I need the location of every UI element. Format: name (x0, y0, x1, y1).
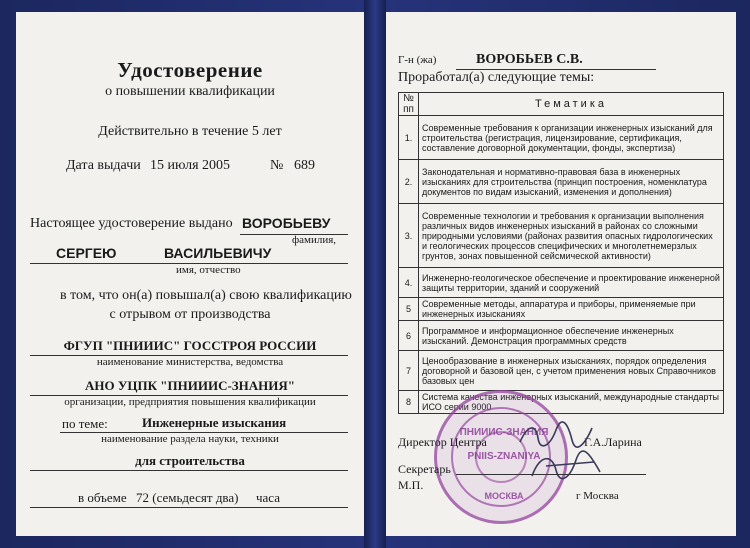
first-name: СЕРГЕЮ (56, 245, 117, 261)
table-row (399, 204, 724, 268)
row-text: Система качества инженерных изысканий, международные стандарты ИСО серии 9000 (419, 391, 724, 414)
row-text: Современные технологии и требования к организации выполнения различных видов инженерных изысканий в районах со сложными природными условиями (районах развития опасных гидрологических и геологических процессов специфических и многолетнемерзлых грунтов, зонах повышенной сейсмической активности) (419, 204, 724, 268)
volume-line (30, 507, 348, 508)
table-row (399, 298, 724, 321)
certificate-number: 689 (294, 158, 315, 173)
volume-unit: часа (256, 490, 281, 505)
stamp-text-bottom: МОСКВА (484, 491, 524, 501)
organization-caption: организации, предприятия повышения квалификации (64, 396, 316, 408)
table-row (399, 391, 724, 414)
header-num: № пп (399, 93, 419, 116)
row-text: Инженерно-геологическое обеспечение и проектирование инженерной защиты территории, зданий и сооружений (419, 268, 724, 298)
topics-table (398, 92, 724, 414)
table-row (399, 268, 724, 298)
row-text: Современные требования к организации инженерных изысканий для строительства (регистрация, лицензирование, сертификация, составление договорной документации, фонды, экспертиза) (419, 116, 724, 160)
right-page (386, 12, 736, 536)
issue-date: 15 июля 2005 (150, 158, 231, 173)
row-text: Законодательная и нормативно-правовая база в инженерных изысканиях для строительства (принцип построения, номенклатура документов по видам изысканий, изменения и дополнения) (419, 160, 724, 204)
row-num: 7 (399, 351, 419, 391)
name-caption: имя, отчество (176, 264, 241, 276)
topics-header-row (399, 93, 724, 116)
ministry-name: ФГУП "ПНИИИС" ГОССТРОЯ РОССИИ (63, 338, 317, 353)
stamp-text-top: ПНИИИС-ЗНАНИЯ (459, 427, 549, 438)
secretary-label: Секретарь (398, 462, 451, 476)
holder-name: ВОРОБЬЕВ С.В. (476, 52, 583, 67)
issued-to-text: Настоящее удостоверение выдано (30, 216, 233, 231)
volume-value: 72 (семьдесят два) (136, 490, 239, 505)
certificate-subtitle: о повышении квалификации (105, 84, 275, 99)
director-signature (516, 420, 596, 450)
cover-spine (364, 0, 386, 548)
table-row (399, 116, 724, 160)
topic-label: по теме: (62, 416, 108, 431)
topic-value: Инженерные изыскания (142, 415, 287, 430)
row-num: 3. (399, 204, 419, 268)
left-page (16, 12, 364, 536)
topic-line2-rule (30, 470, 348, 471)
surname-caption: фамилия, (292, 234, 337, 246)
header-topic: Тематика (419, 93, 724, 116)
surname: ВОРОБЬЕВУ (242, 215, 331, 231)
organization-name: АНО УЦПК "ПНИИИС-ЗНАНИЯ" (85, 378, 295, 393)
issue-date-label: Дата выдачи (66, 158, 141, 173)
row-num: 5 (399, 298, 419, 321)
mp-label: М.П. (398, 478, 424, 492)
director-name: Г.А.Ларина (584, 435, 642, 449)
row-num: 4. (399, 268, 419, 298)
row-text: Ценообразование в инженерных изысканиях, порядок определения договорной и базовой цен, с учетом применения новых Справочников базовых цен (419, 351, 724, 391)
table-row (399, 351, 724, 391)
name-label: Г-н (жа) (398, 54, 437, 66)
stamp-text-mid: PNIIS-ZNANIYA (467, 451, 541, 462)
number-label: № (270, 158, 284, 173)
statement-line1: в том, что он(а) повышал(а) свою квалификацию (60, 288, 352, 303)
row-num: 6 (399, 321, 419, 351)
validity-text: Действительно в течение 5 лет (98, 124, 282, 139)
row-text: Программное и информационное обеспечение инженерных изысканий. Демонстрация программных средств (419, 321, 724, 351)
ministry-caption: наименование министерства, ведомства (96, 356, 284, 368)
volume-label: в объеме (78, 490, 127, 505)
director-label: Директор Центра (398, 435, 487, 449)
city: г Москва (576, 490, 619, 502)
row-num: 1. (399, 116, 419, 160)
table-row (399, 321, 724, 351)
row-num: 2. (399, 160, 419, 204)
topic-line2: для строительства (135, 453, 245, 468)
patronymic: ВАСИЛЬЕВИЧУ (164, 245, 272, 261)
topic-caption: наименование раздела науки, техники (101, 433, 279, 445)
statement-line2: с отрывом от производства (109, 307, 271, 322)
worked-through-text: Проработал(а) следующие темы: (398, 70, 595, 85)
row-num: 8 (399, 391, 419, 414)
table-row (399, 160, 724, 204)
certificate-title: Удостоверение (117, 58, 263, 82)
secretary-line (456, 474, 646, 475)
secretary-signature (526, 448, 606, 482)
row-text: Современные методы, аппаратура и приборы, применяемые при инженерных изысканиях (419, 298, 724, 321)
